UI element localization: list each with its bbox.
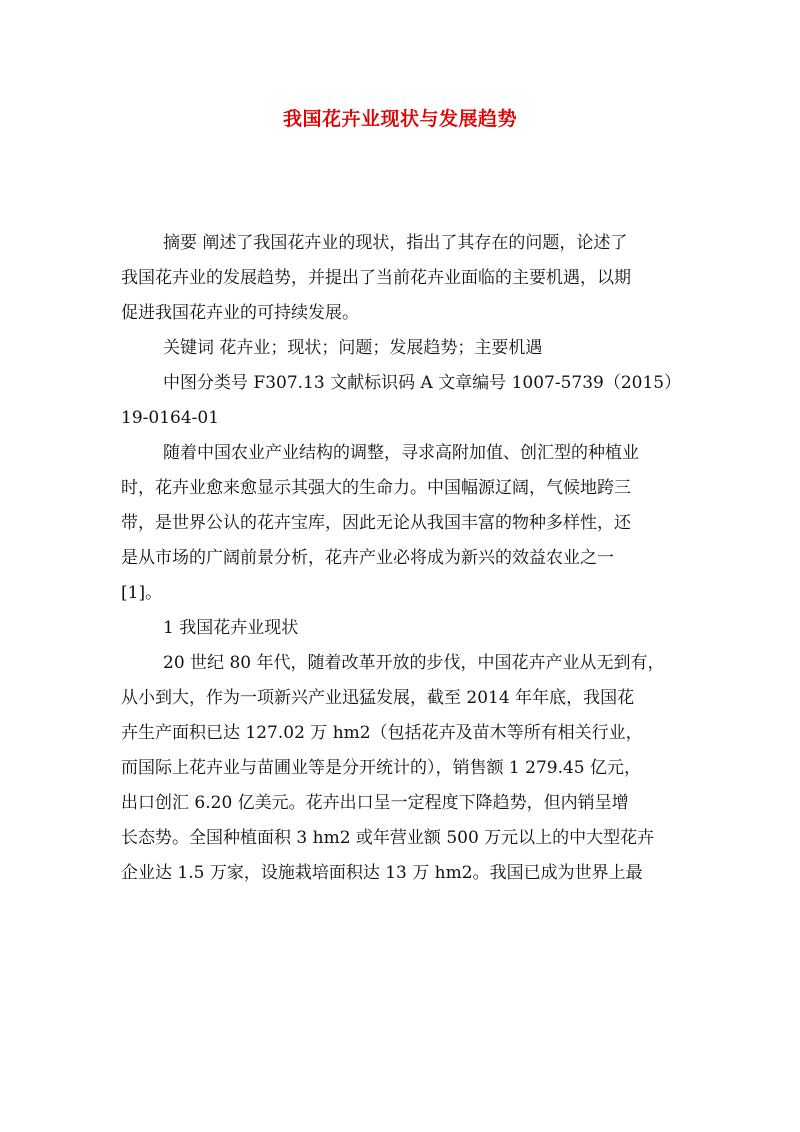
intro-line: [1]。 xyxy=(121,583,163,603)
document-title: 我国花卉业现状与发展趋势 xyxy=(282,108,517,130)
intro-paragraph xyxy=(121,436,681,611)
intro-line: 随着中国农业产业结构的调整，寻求高附加值、创汇型的种植业 xyxy=(163,443,639,463)
classification-paragraph xyxy=(121,366,681,436)
keywords-paragraph xyxy=(121,331,681,366)
abstract-line: 摘要 阐述了我国花卉业的现状，指出了其存在的问题，论述了 xyxy=(163,233,628,253)
section-line: 企业达 1.5 万家，设施栽培面积达 13 万 hm2。我国已成为世界上最 xyxy=(121,863,643,883)
section-heading: 1 我国花卉业现状 xyxy=(163,618,299,638)
document-body xyxy=(121,226,681,891)
section-line: 从小到大，作为一项新兴产业迅猛发展，截至 2014 年年底，我国花 xyxy=(121,688,635,708)
abstract-line: 我国花卉业的发展趋势，并提出了当前花卉业面临的主要机遇，以期 xyxy=(121,268,631,288)
intro-line: 时，花卉业愈来愈显示其强大的生命力。中国幅源辽阔，气候地跨三 xyxy=(121,478,631,498)
section-line: 出口创汇 6.20 亿美元。花卉出口呈一定程度下降趋势，但内销呈增 xyxy=(121,793,629,813)
classification-line: 中图分类号 F307.13 文献标识码 A 文章编号 1007-5739（2015） xyxy=(163,373,682,393)
abstract-paragraph xyxy=(121,226,681,331)
classification-line: 19-0164-01 xyxy=(121,408,220,428)
intro-line: 带，是世界公认的花卉宝库，因此无论从我国丰富的物种多样性，还 xyxy=(121,513,631,533)
section-line: 而国际上花卉业与苗圃业等是分开统计的），销售额 1 279.45 亿元， xyxy=(121,758,642,778)
section-line: 卉生产面积已达 127.02 万 hm2（包括花卉及苗木等所有相关行业， xyxy=(121,723,643,743)
section-line: 20 世纪 80 年代，随着改革开放的步伐，中国花卉产业从无到有， xyxy=(163,653,665,673)
section-heading-paragraph xyxy=(121,611,681,646)
keywords-line: 关键词 花卉业；现状；问题；发展趋势；主要机遇 xyxy=(163,338,543,358)
abstract-line: 促进我国花卉业的可持续发展。 xyxy=(121,303,359,323)
section-line: 长态势。全国种植面积 3 hm2 或年营业额 500 万元以上的中大型花卉 xyxy=(121,828,655,848)
section-body-paragraph xyxy=(121,646,681,891)
intro-line: 是从市场的广阔前景分析，花卉产业必将成为新兴的效益农业之一 xyxy=(121,548,614,568)
